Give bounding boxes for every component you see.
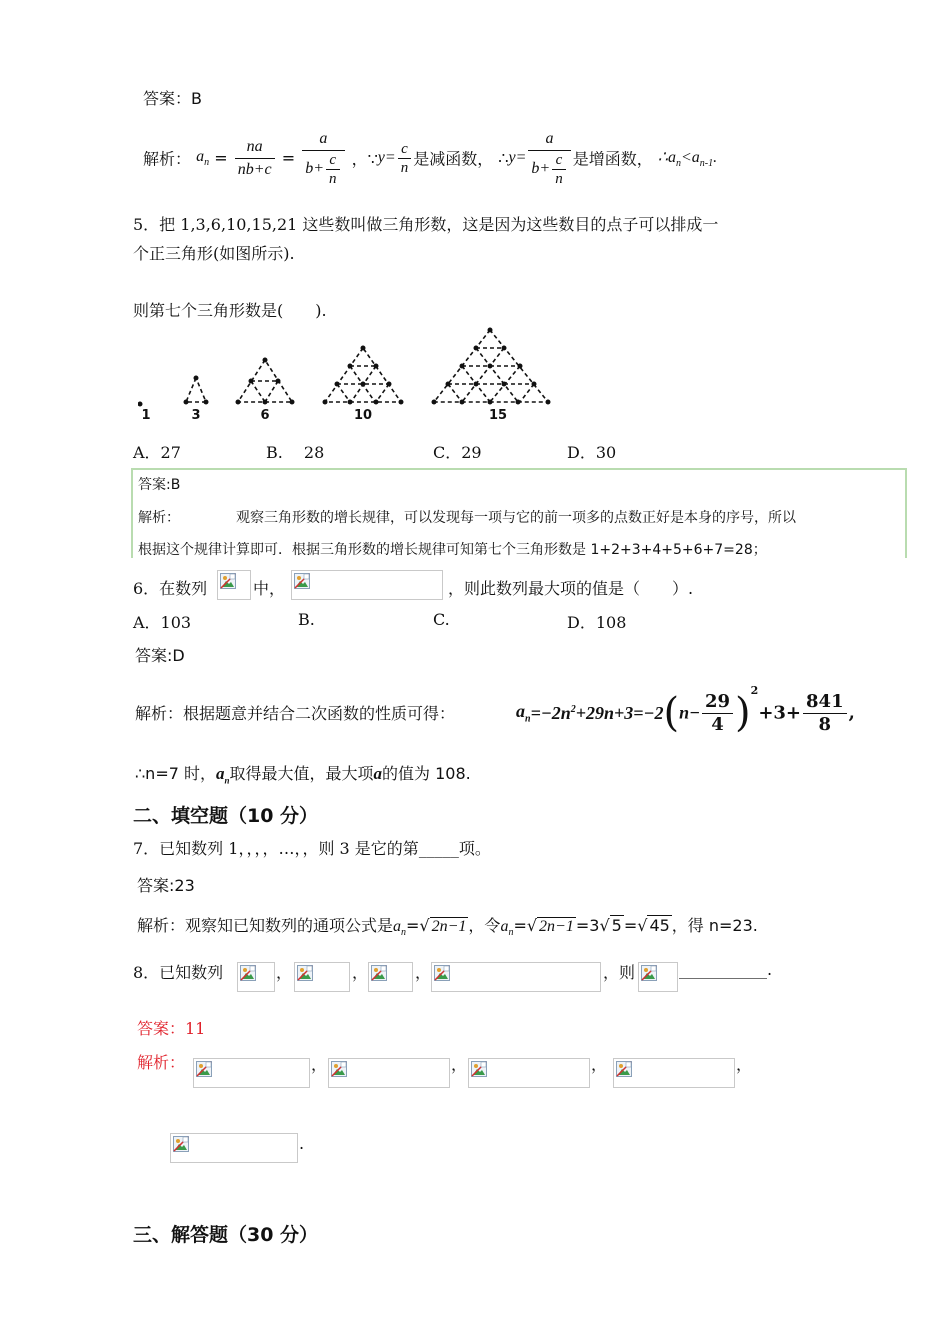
- q6-image-sequence: [217, 570, 251, 600]
- broken-image-icon: [471, 1061, 487, 1077]
- q4-conclusion-lt: <a: [680, 148, 700, 166]
- q4-conclusion-sub: n: [675, 158, 681, 170]
- broken-image-icon: [641, 965, 657, 981]
- q6-stem-b: 中，: [253, 579, 286, 598]
- q6-result-a: ∴n=7 时，: [135, 764, 216, 783]
- q4-analysis: [143, 128, 717, 198]
- q4-period: .: [713, 148, 718, 166]
- q8-comma-1: ，: [276, 963, 293, 982]
- q4-frac2-c: c: [326, 151, 340, 170]
- q4-y-eq2: y=: [508, 149, 527, 166]
- q7-analysis-d: =3: [575, 916, 600, 935]
- q8-image-1: [237, 962, 275, 992]
- q6-plus3: +3+: [758, 702, 802, 724]
- q7-sub1: n: [401, 927, 407, 939]
- q8-then: ，则: [603, 963, 636, 982]
- q7-tail: 项。: [458, 839, 491, 858]
- q6-option-d: D．108: [567, 613, 627, 632]
- q8-analysis-image-4: [613, 1058, 735, 1088]
- q5-analysis-line1: [138, 507, 796, 527]
- q6-frac-den: 4: [711, 713, 724, 735]
- tri-label-15: 15: [488, 408, 508, 422]
- q4-frac1-den: nb+c: [237, 160, 272, 178]
- q4-decreasing: 是减函数，: [413, 149, 494, 169]
- q6-result-b: 取得最大值，最大项: [229, 764, 374, 783]
- q4-frac1-num: na: [235, 136, 275, 159]
- q6-option-a: A．103: [133, 613, 192, 632]
- q6-rparen: ): [735, 690, 751, 736]
- q7-an1: a: [393, 918, 402, 935]
- tri-label-3: 3: [191, 408, 201, 422]
- q7-analysis-b: ，令: [468, 916, 501, 935]
- q6-formula-sq1: 2: [570, 703, 576, 715]
- q4-conclusion: ∴a: [657, 148, 676, 166]
- q5-answer: 答案:B: [138, 477, 181, 493]
- q7-analysis-e: =: [623, 916, 638, 935]
- q5-analysis-label: 解析：: [138, 510, 180, 526]
- q6-lparen: (: [663, 690, 680, 736]
- q7-sub2: n: [508, 927, 514, 939]
- q6-result-an: a: [216, 764, 225, 783]
- broken-image-icon: [220, 573, 236, 589]
- q6-n-minus: n−: [679, 702, 700, 723]
- q8-analysis-image-1: [193, 1058, 310, 1088]
- q4-frac3-den-b: b+: [531, 160, 551, 178]
- q7-analysis-f: ，得 n=23.: [671, 916, 758, 935]
- q7-analysis-c: =: [513, 916, 527, 935]
- broken-image-icon: [434, 965, 450, 981]
- q8-image-3: [368, 962, 413, 992]
- q6-analysis-label: 解析：根据题意并结合二次函数的性质可得：: [135, 704, 456, 723]
- q5-line1: 5．把 1,3,6,10,15,21 这些数叫做三角形数，这是因为这些数目的点子可以排成一: [133, 215, 719, 234]
- q6-formula-a: a: [516, 701, 525, 722]
- q6-result-sub: n: [224, 775, 230, 786]
- q8-image-5: [638, 962, 678, 992]
- q5-analysis-line2: 根据这个规律计算即可．根据三角形数的增长规律可知第七个三角形数是 1+2+3+4+5+6+7=28；: [138, 542, 767, 558]
- q6-result-c: 的值为 108.: [382, 764, 471, 783]
- q4-eq: =: [214, 148, 228, 168]
- q6-formula-sq2: 2: [750, 684, 759, 697]
- q8-analysis-comma-2: ，: [451, 1055, 468, 1074]
- broken-image-icon: [196, 1061, 212, 1077]
- section2-title: 二、填空题（10 分）: [133, 805, 319, 827]
- q8-comma-3: ，: [415, 963, 432, 982]
- q5-line2: 个正三角形(如图所示).: [133, 244, 295, 263]
- q4-frac2-den-b: b+: [305, 160, 324, 178]
- q4-frac2: [302, 128, 344, 188]
- q4-frac2-num: a: [302, 128, 344, 151]
- q6-result-a7: a: [373, 764, 383, 783]
- q6-frac2-num: 841: [803, 691, 847, 714]
- q4-an: a: [196, 147, 205, 165]
- q4-eq2: =: [281, 148, 296, 168]
- q6-formula: [516, 684, 855, 740]
- q7-analysis-a: 解析：观察知已知数列的通项公式是: [137, 916, 394, 935]
- q7-sqrt1: 2n−1: [431, 918, 467, 935]
- q4-therefore: ∴: [498, 148, 509, 168]
- q6-frac-num: 29: [702, 691, 733, 714]
- tri-label-1: 1: [141, 408, 151, 422]
- q8-image-2: [294, 962, 350, 992]
- q5-option-b: B. 28: [266, 443, 325, 462]
- tri-label-10: 10: [353, 408, 373, 422]
- q6-frac-29-4: [702, 691, 733, 736]
- broken-image-icon: [331, 1061, 347, 1077]
- broken-image-icon: [297, 965, 313, 981]
- broken-image-icon: [294, 573, 310, 589]
- q8-comma-2: ，: [352, 963, 369, 982]
- q6-option-b: B.: [298, 610, 315, 629]
- q7-blank[interactable]: _____: [418, 839, 459, 858]
- broken-image-icon: [616, 1061, 632, 1077]
- q7-stem-text: 7．已知数列 1，，，，…，，则 3 是它的第: [133, 839, 419, 858]
- q7-sqrt45: 45: [649, 916, 670, 935]
- q8-answer: 答案：11: [137, 1019, 206, 1038]
- q4-frac2-n: n: [329, 171, 337, 187]
- q6-frac-841-8: [803, 691, 847, 736]
- q4-answer: 答案：B: [143, 89, 202, 108]
- q4-y-eq: y=: [377, 149, 396, 166]
- broken-image-icon: [371, 965, 387, 981]
- q4-frac3: [528, 128, 570, 188]
- q4-analysis-label: 解析：: [143, 149, 192, 169]
- q7-stem: [133, 836, 491, 859]
- q6-result: [135, 761, 471, 785]
- q8-analysis-image-3: [468, 1058, 590, 1088]
- q6-comma: ,: [848, 702, 855, 724]
- broken-image-icon: [240, 965, 256, 981]
- q4-n: n: [400, 159, 409, 176]
- q8-analysis-image-2: [328, 1058, 450, 1088]
- q8-analysis-comma-1: ，: [311, 1055, 328, 1074]
- q8-analysis-image-5: [170, 1133, 298, 1163]
- triangle-figure: [138, 322, 558, 422]
- q8-image-4: [431, 962, 601, 992]
- q7-answer: 答案:23: [137, 876, 195, 895]
- q4-c: c: [398, 140, 412, 159]
- q8-stem: 8．已知数列: [133, 963, 224, 982]
- q7-sqrt5: 5: [611, 916, 622, 935]
- q8-analysis-comma-3: ，: [591, 1055, 608, 1074]
- q4-increasing: 是增函数，: [572, 149, 653, 169]
- q6-stem-c: ，则此数列最大项的值是（ ）.: [448, 579, 694, 598]
- q4-an-sub: n: [204, 157, 210, 169]
- q4-conclusion-sub2: n-1: [699, 158, 714, 170]
- tri-label-6: 6: [260, 408, 270, 422]
- q6-image-formula: [291, 570, 443, 600]
- q6-stem-a: 6．在数列: [133, 579, 208, 598]
- q5-analysis-text1: 观察三角形数的增长规律，可以发现每一项与它的前一项多的点数正好是本身的序号，所以: [236, 510, 796, 526]
- q4-c-over-n: [398, 140, 412, 177]
- q6-formula-mid: =−2n: [530, 702, 571, 723]
- q4-frac3-num: a: [528, 128, 570, 151]
- q7-analysis: 解析：观察知已知数列的通项公式是$a_n=√$ 2n−1 ，令$a_n=√$ 2n−1 =3√ 5 =√ 45 ，得 n=23.: [137, 916, 758, 939]
- q5-option-a: A．27: [133, 443, 181, 462]
- q8-analysis-label: 解析：: [137, 1053, 186, 1072]
- broken-image-icon: [173, 1136, 189, 1152]
- q8-blank[interactable]: [679, 960, 772, 979]
- q4-since: ，∵: [351, 149, 378, 169]
- q6-option-c: C.: [433, 610, 450, 629]
- q6-formula-sub: n: [525, 713, 531, 725]
- q5-question: 则第七个三角形数是( ).: [133, 301, 327, 320]
- q5-option-d: D．30: [567, 443, 617, 462]
- q8-end: .: [767, 960, 773, 979]
- q6-frac2-den: 8: [818, 713, 832, 735]
- q8-blank-line[interactable]: ___________: [679, 960, 767, 979]
- section3-title: 三、解答题（30 分）: [133, 1224, 319, 1246]
- q4-frac1: [235, 136, 275, 181]
- q8-analysis-period: .: [299, 1134, 305, 1153]
- q5-option-c: C．29: [433, 443, 482, 462]
- q7-an2: a: [500, 918, 509, 935]
- q4-frac3-c: c: [552, 151, 566, 170]
- q8-analysis-comma-4: ，: [736, 1055, 753, 1074]
- q6-answer: 答案:D: [135, 646, 185, 665]
- q4-frac3-n: n: [555, 171, 563, 187]
- q6-formula-mid2: +29n+3=−2: [575, 702, 664, 723]
- q7-sqrt2: 2n−1: [539, 918, 574, 935]
